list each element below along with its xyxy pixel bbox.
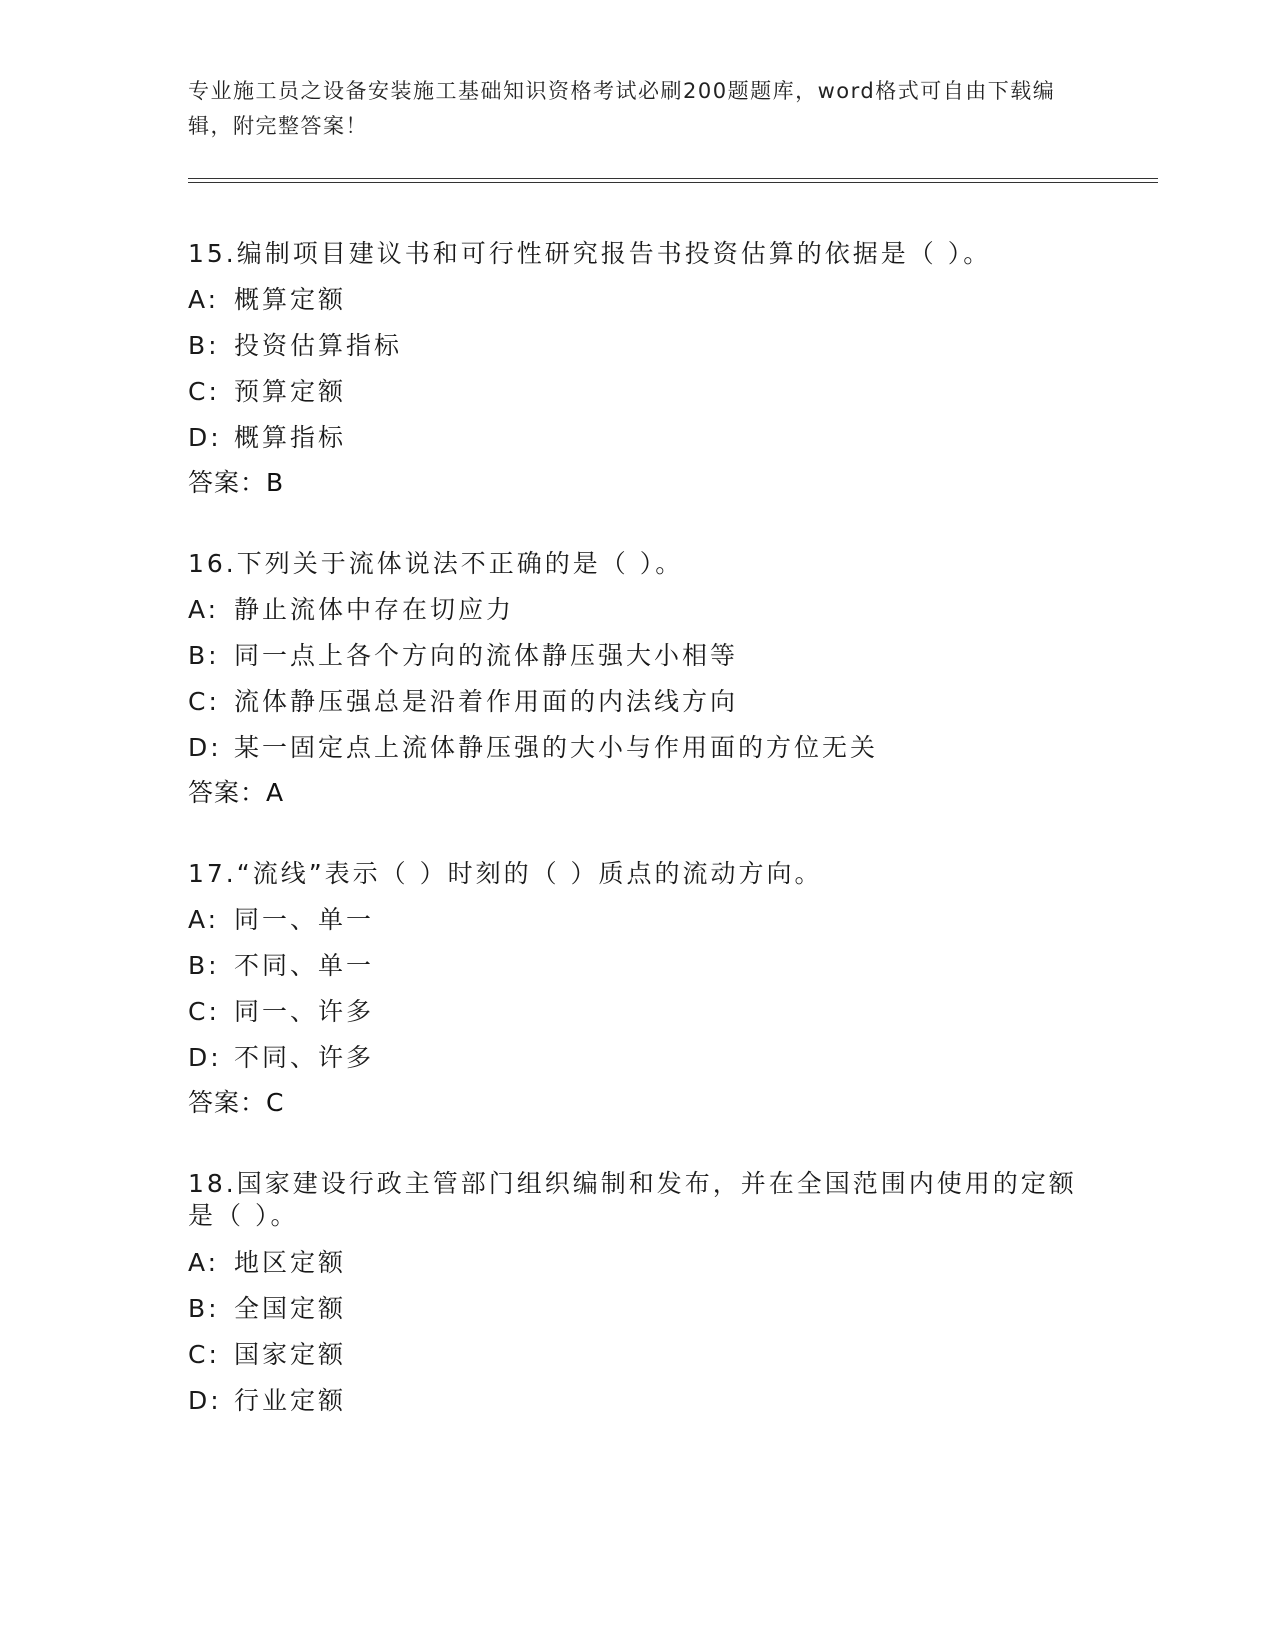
option-text: 概算指标 — [234, 423, 347, 452]
option-letter: C: — [188, 377, 220, 406]
option-c — [188, 376, 1088, 407]
option-d — [188, 732, 1088, 763]
answer-line — [188, 467, 1088, 498]
option-text: 投资估算指标 — [234, 331, 403, 360]
document-header: 专业施工员之设备安装施工基础知识资格考试必刷200题题库，word格式可自由下载编辑，附完整答案！ — [188, 79, 1056, 138]
option-b — [188, 950, 1088, 981]
option-d — [188, 1042, 1088, 1073]
option-letter: C: — [188, 1340, 220, 1369]
option-letter: D: — [188, 423, 222, 452]
option-letter: B: — [188, 951, 220, 980]
answer-label: 答案： — [188, 1088, 267, 1117]
option-text: 静止流体中存在切应力 — [234, 595, 515, 624]
option-text: 全国定额 — [234, 1294, 347, 1323]
option-text: 国家定额 — [234, 1340, 347, 1369]
option-letter: A: — [188, 1248, 220, 1277]
option-letter: A: — [188, 905, 220, 934]
option-d — [188, 422, 1088, 453]
option-text: 概算定额 — [234, 285, 347, 314]
option-b — [188, 640, 1088, 671]
option-a — [188, 1247, 1088, 1278]
option-b — [188, 330, 1088, 361]
option-a — [188, 284, 1088, 315]
option-text: 行业定额 — [234, 1386, 347, 1415]
header-divider-top — [188, 178, 1158, 179]
question-16 — [188, 548, 1088, 808]
answer-value: B — [266, 468, 285, 497]
option-c — [188, 1339, 1088, 1370]
option-d — [188, 1385, 1088, 1416]
option-text: 流体静压强总是沿着作用面的内法线方向 — [234, 687, 739, 716]
header-divider-bottom — [188, 182, 1158, 183]
question-stem: 16.下列关于流体说法不正确的是（ ）。 — [188, 549, 684, 578]
option-text: 同一点上各个方向的流体静压强大小相等 — [234, 641, 739, 670]
option-letter: B: — [188, 641, 220, 670]
option-letter: A: — [188, 595, 220, 624]
question-stem: 15.编制项目建议书和可行性研究报告书投资估算的依据是（ ）。 — [188, 239, 992, 268]
question-stem: 18.国家建设行政主管部门组织编制和发布，并在全国范围内使用的定额是（ ）。 — [188, 1169, 1077, 1230]
option-text: 同一、单一 — [234, 905, 375, 934]
option-text: 不同、许多 — [234, 1043, 375, 1072]
option-a — [188, 904, 1088, 935]
option-letter: B: — [188, 1294, 220, 1323]
question-stem: 17.“流线”表示（ ）时刻的（ ）质点的流动方向。 — [188, 859, 823, 888]
option-text: 地区定额 — [234, 1248, 347, 1277]
option-c — [188, 686, 1088, 717]
option-letter: D: — [188, 1386, 222, 1415]
option-letter: D: — [188, 733, 222, 762]
option-letter: D: — [188, 1043, 222, 1072]
answer-label: 答案： — [188, 468, 267, 497]
option-letter: C: — [188, 687, 220, 716]
answer-line — [188, 777, 1088, 808]
answer-line — [188, 1087, 1088, 1118]
answer-label: 答案： — [188, 778, 267, 807]
option-letter: B: — [188, 331, 220, 360]
question-15 — [188, 238, 1088, 498]
option-b — [188, 1293, 1088, 1324]
question-17 — [188, 858, 1088, 1118]
option-c — [188, 996, 1088, 1027]
option-text: 不同、单一 — [234, 951, 375, 980]
question-18 — [188, 1168, 1088, 1416]
answer-value: C — [266, 1088, 285, 1117]
option-a — [188, 594, 1088, 625]
option-letter: A: — [188, 285, 220, 314]
option-text: 同一、许多 — [234, 997, 375, 1026]
option-text: 某一固定点上流体静压强的大小与作用面的方位无关 — [234, 733, 879, 762]
answer-value: A — [266, 778, 285, 807]
option-letter: C: — [188, 997, 220, 1026]
option-text: 预算定额 — [234, 377, 347, 406]
